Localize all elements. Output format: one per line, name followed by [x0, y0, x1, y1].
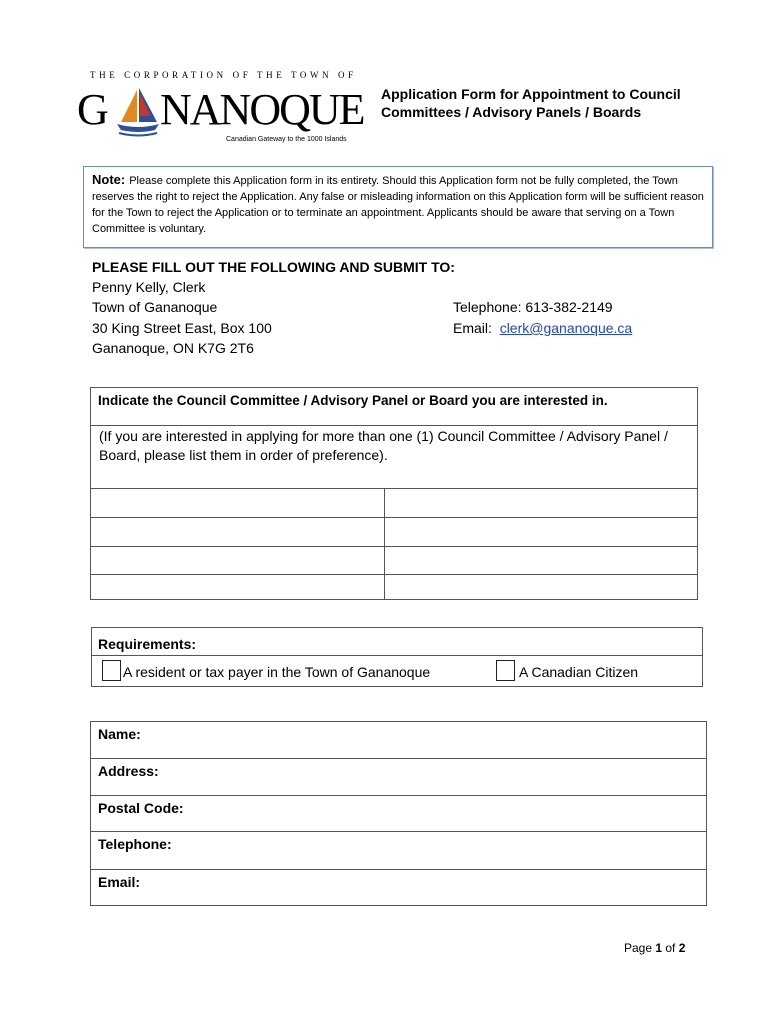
city-address: Gananoque, ON K7G 2T6 — [92, 340, 254, 356]
page-number — [624, 941, 685, 955]
clerk-telephone: Telephone: 613-382-2149 — [453, 299, 613, 315]
corporation-line: THE CORPORATION OF THE TOWN OF — [90, 70, 357, 80]
committee-entry-1-left[interactable] — [91, 489, 385, 518]
committee-table — [90, 387, 698, 600]
requirements-heading-row — [92, 628, 702, 656]
name-field[interactable] — [91, 722, 706, 759]
committee-heading-row — [91, 388, 697, 426]
address-field[interactable] — [91, 759, 706, 796]
note-label: Note: — [92, 172, 126, 187]
citizen-label: A Canadian Citizen — [519, 664, 639, 680]
committee-entry-2-left[interactable] — [91, 518, 385, 547]
committee-instructions-row — [91, 426, 697, 489]
page-total: 2 — [678, 941, 686, 955]
committee-entry-3-right[interactable] — [385, 547, 697, 575]
page-of: of — [662, 941, 679, 955]
committee-entry-1-right[interactable] — [385, 489, 697, 518]
telephone-field[interactable] — [91, 832, 706, 870]
email-field[interactable] — [91, 870, 706, 905]
committee-entry-4-left[interactable] — [91, 575, 385, 599]
page-prefix: Page — [624, 941, 656, 955]
resident-checkbox[interactable] — [102, 660, 121, 681]
telephone-label: Telephone: — [98, 836, 172, 852]
committee-entry-2-right[interactable] — [385, 518, 697, 547]
clerk-name: Penny Kelly, Clerk — [92, 279, 206, 295]
email-label: Email: — [453, 320, 492, 336]
logo-letter-g: G — [77, 85, 107, 134]
requirements-heading: Requirements: — [98, 636, 197, 652]
address-label: Address: — [98, 763, 159, 779]
clerk-email-row — [453, 320, 632, 336]
committee-entry-3-left[interactable] — [91, 547, 385, 575]
email-field-label: Email: — [98, 874, 141, 890]
committee-entry-4-right[interactable] — [385, 575, 697, 599]
note-text: Please complete this Application form in its entirety. Should this Application form not be fully completed, the Town reserves the right to reject the Application. Any false or misleading information on this Application form will be sufficient reason for the Town to reject the Application or to terminate an appointment. Applicants should be aware that serving on a Town Committee is voluntary. — [92, 175, 704, 235]
sailboat-logo-icon — [113, 86, 163, 138]
clerk-email-link[interactable]: clerk@gananoque.ca — [499, 320, 633, 336]
logo-tagline: Canadian Gateway to the 1000 Islands — [226, 136, 347, 143]
form-title — [381, 85, 721, 121]
applicant-info-table — [90, 721, 707, 906]
committee-heading: Indicate the Council Committee / Advisory Panel or Board you are interested in. — [98, 393, 608, 408]
org-name: Town of Gananoque — [92, 299, 218, 315]
note-box — [83, 166, 713, 248]
requirements-box — [91, 627, 703, 687]
page-current: 1 — [655, 941, 663, 955]
postal-code-field[interactable] — [91, 796, 706, 832]
form-title-line1: Application Form for Appointment to Council — [381, 86, 681, 102]
street-address: 30 King Street East, Box 100 — [92, 320, 272, 336]
name-label: Name: — [98, 726, 141, 742]
postal-code-label: Postal Code: — [98, 800, 184, 816]
committee-instructions: (If you are interested in applying for more than one (1) Council Committee / Advisory Panel / Board, please list them in order of preference). — [99, 428, 668, 463]
logo-wordmark: NANOQUE — [160, 85, 364, 134]
citizen-checkbox[interactable] — [496, 660, 515, 681]
form-title-line2: Committees / Advisory Panels / Boards — [381, 104, 642, 120]
resident-label: A resident or tax payer in the Town of Gananoque — [123, 664, 431, 680]
submit-heading: PLEASE FILL OUT THE FOLLOWING AND SUBMIT TO: — [92, 259, 455, 275]
